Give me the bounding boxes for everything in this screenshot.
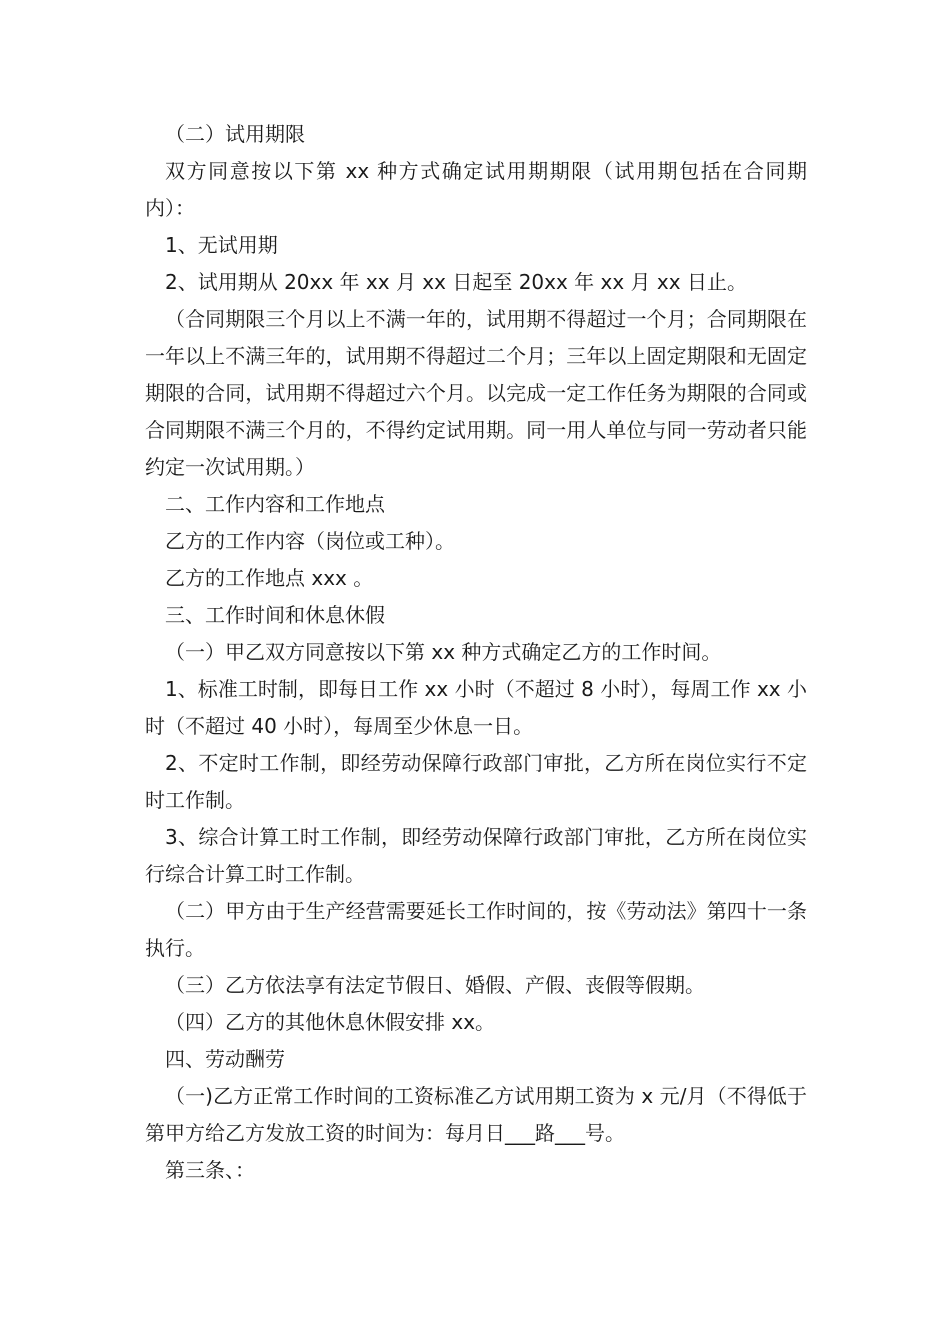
work-hours-option-1: 1、标准工时制，即每日工作 xx 小时（不超过 8 小时），每周工作 xx 小时（不超过 40 小时），每周至少休息一日。 (145, 677, 807, 738)
remuneration-paragraph: （一)乙方正常工作时间的工资标准乙方试用期工资为 x 元/月（不得低于第甲方给乙方发放工资的时间为：每月日___路___号。 (145, 1084, 807, 1145)
probation-option-2: 2、试用期从 20xx 年 xx 月 xx 日起至 20xx 年 xx 月 xx 日止。 (165, 270, 747, 294)
section-heading-work-hours: 三、工作时间和休息休假 (165, 603, 385, 627)
document-body (145, 116, 807, 1189)
probation-option-1: 1、无试用期 (165, 233, 278, 257)
work-content-paragraph: 乙方的工作内容（岗位或工种）。 (165, 529, 455, 553)
probation-method-paragraph: 双方同意按以下第 xx 种方式确定试用期期限（试用期包括在合同期内）： (145, 159, 807, 220)
overtime-paragraph: （二）甲方由于生产经营需要延长工作时间的，按《劳动法》第四十一条执行。 (145, 899, 807, 960)
holidays-paragraph: （三）乙方依法享有法定节假日、婚假、产假、丧假等假期。 (165, 973, 705, 997)
work-hours-option-3: 3、综合计算工时工作制，即经劳动保障行政部门审批，乙方所在岗位实行综合计算工时工作制。 (145, 825, 807, 886)
section-heading-work-content: 二、工作内容和工作地点 (165, 492, 385, 516)
article-three-heading: 第三条、： (165, 1158, 255, 1182)
work-hours-intro: （一）甲乙双方同意按以下第 xx 种方式确定乙方的工作时间。 (165, 640, 722, 664)
work-location-paragraph: 乙方的工作地点 xxx 。 (165, 566, 374, 590)
section-heading-remuneration: 四、劳动酬劳 (165, 1047, 285, 1071)
work-hours-option-2: 2、不定时工作制，即经劳动保障行政部门审批，乙方所在岗位实行不定时工作制。 (145, 751, 807, 812)
probation-note-paragraph: （合同期限三个月以上不满一年的，试用期不得超过一个月；合同期限在一年以上不满三年的，试用期不得超过二个月；三年以上固定期限和无固定期限的合同，试用期不得超过六个月。以完成一定工作任务为期限的合同或合同期限不满三个月的，不得约定试用期。同一用人单位与同一劳动者只能约定一次试用期。） (145, 307, 807, 479)
section-heading-probation: （二）试用期限 (165, 122, 305, 146)
other-leave-paragraph: （四）乙方的其他休息休假安排 xx。 (165, 1010, 496, 1034)
